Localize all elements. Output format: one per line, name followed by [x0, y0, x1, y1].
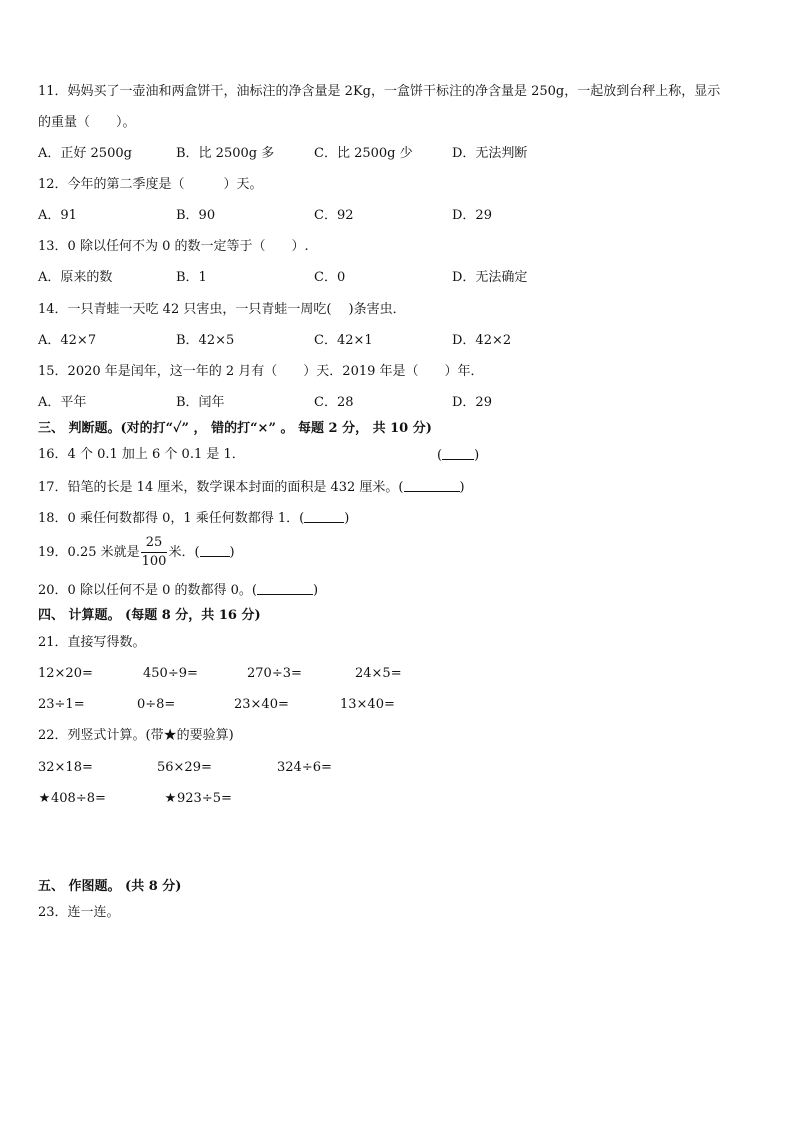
q13-option-d: D．无法确定 [452, 270, 528, 285]
q21-item: 23×40= [234, 697, 289, 712]
q16-stem: 16．4 个 0.1 加上 6 个 0.1 是 1． [38, 447, 245, 462]
q14-stem: 14．一只青蛙一天吃 42 只害虫，一只青蛙一周吃( )条害虫． [38, 302, 406, 317]
q21-item: 450÷9= [143, 666, 198, 681]
q19-paren-close: ) [229, 545, 235, 560]
q22-item: 324÷6= [277, 760, 332, 775]
q22-item-starred: ★408÷8= [38, 791, 106, 806]
section-3-heading: 三、 判断题。(对的打“✓” ， 错的打“×” 。 每题 2 分， 共 10 分) [38, 421, 432, 436]
q13-option-b: B．1 [176, 270, 207, 285]
q14-option-b: B．42×5 [176, 333, 235, 348]
q18-paren-close: ) [344, 511, 350, 526]
q17-answer-blank[interactable] [404, 479, 460, 492]
q11-option-c: C．比 2500g 少 [314, 146, 413, 161]
q21-item: 270÷3= [247, 666, 302, 681]
q15-option-d: D．29 [452, 395, 492, 410]
q12-stem: 12．今年的第二季度是（ ）天。 [38, 177, 263, 192]
q17-paren-close: ) [459, 480, 465, 495]
q21-item: 13×40= [340, 697, 395, 712]
q14-option-c: C．42×1 [314, 333, 373, 348]
q20-paren-close: ) [312, 583, 319, 598]
q11-stem-line1: 11．妈妈买了一壶油和两盒饼干，油标注的净含量是 2Kg，一盒饼干标注的净含量是 250g，一起放到台秤上称，显示 [38, 84, 721, 99]
q15-option-c: C．28 [314, 395, 354, 410]
q23-stem: 23．连一连。 [38, 905, 120, 920]
q17-stem: 17．铅笔的长是 14 厘米，数学课本封面的面积是 432 厘米。( [38, 480, 404, 495]
q19-numerator: 25 [141, 534, 168, 553]
q22-item: 32×18= [38, 760, 93, 775]
q15-option-b: B．闰年 [176, 395, 225, 410]
q18-stem-line [38, 510, 349, 527]
q22-stem: 22．列竖式计算。(带★的要验算) [38, 728, 234, 743]
section-4-heading: 四、 计算题。 (每题 8 分，共 16 分) [38, 608, 261, 623]
q13-stem: 13．0 除以任何不为 0 的数一定等于（ ）. [38, 239, 309, 254]
q19-answer-blank[interactable] [200, 544, 230, 557]
q21-item: 24×5= [355, 666, 402, 681]
star-icon: ★ [164, 791, 177, 806]
q21-item: 12×20= [38, 666, 93, 681]
q11-stem-line2: 的重量（ ）。 [38, 115, 136, 130]
section-5-heading: 五、 作图题。 (共 8 分) [38, 879, 182, 894]
q11-option-d: D．无法判断 [452, 146, 528, 161]
q16-paren-close: ) [474, 448, 480, 463]
star-icon: ★ [38, 791, 51, 806]
q19-denominator: 100 [141, 554, 167, 569]
q15-option-a: A．平年 [38, 395, 87, 410]
q12-option-d: D．29 [452, 208, 492, 223]
q11-option-a: A．正好 2500g [38, 146, 132, 161]
q22-item-starred: ★923÷5= [164, 791, 232, 806]
q12-option-c: C．92 [314, 208, 354, 223]
q21-item: 23÷1= [38, 697, 85, 712]
q19-fraction [141, 534, 168, 571]
q17-stem-line [38, 479, 465, 496]
q22-item: 56×29= [157, 760, 212, 775]
q20-stem: 20．0 除以任何不是 0 的数都得 0。( [38, 583, 257, 598]
q13-option-c: C．0 [314, 270, 346, 285]
q12-option-b: B．90 [176, 208, 216, 223]
q18-stem: 18．0 乘任何数都得 0，1 乘任何数都得 1．( [38, 511, 305, 526]
q14-option-a: A．42×7 [38, 333, 97, 348]
q19-stem-before: 19．0.25 米就是 [38, 545, 140, 560]
q19-stem-after: 米．( [168, 545, 200, 560]
q20-answer-blank[interactable] [257, 582, 313, 595]
q19-stem-line [38, 533, 235, 573]
q12-option-a: A．91 [38, 208, 77, 223]
q16-answer-blank[interactable] [437, 447, 479, 464]
q18-answer-blank[interactable] [304, 510, 344, 523]
q14-option-d: D．42×2 [452, 333, 512, 348]
q16-paren-open: ( [437, 448, 443, 463]
q21-stem: 21．直接写得数。 [38, 635, 146, 650]
q21-item: 0÷8= [137, 697, 176, 712]
q11-option-b: B．比 2500g 多 [176, 146, 275, 161]
q20-stem-line [38, 582, 318, 599]
q13-option-a: A．原来的数 [38, 270, 113, 285]
q15-stem: 15．2020 年是闰年，这一年的 2 月有（ ）天．2019 年是（ ）年． [38, 364, 484, 379]
